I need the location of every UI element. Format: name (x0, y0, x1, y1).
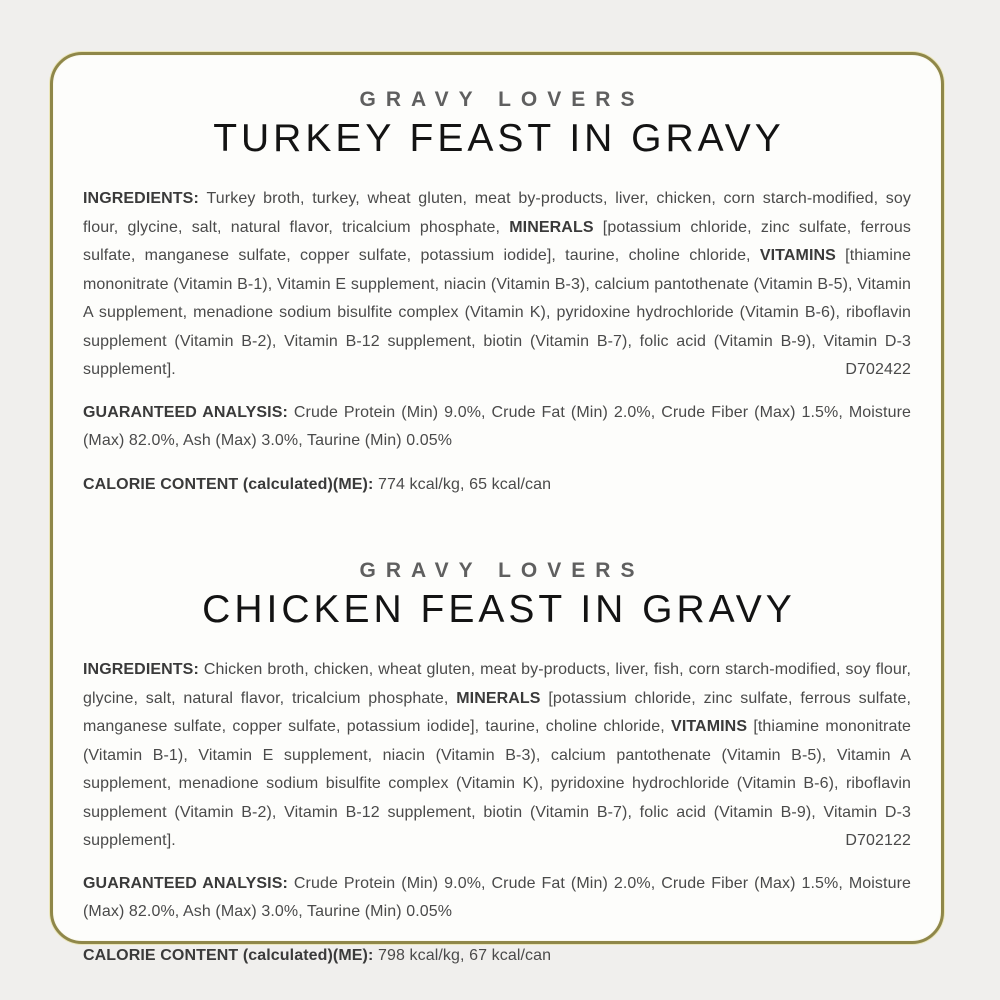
section-turkey-feast (83, 88, 911, 499)
calorie-content-paragraph (83, 471, 911, 500)
calorie-content-label: CALORIE CONTENT (calculated)(ME): (83, 475, 374, 493)
guaranteed-analysis-label: GUARANTEED ANALYSIS: (83, 403, 288, 421)
guaranteed-analysis-paragraph (83, 399, 911, 456)
brand-line: GRAVY LOVERS (359, 559, 645, 582)
ingredients-text (83, 661, 911, 849)
label-panel-gold-border (50, 52, 944, 964)
ingredient-run: Turkey broth, turkey, wheat gluten, meat by-products, liver, chicken, corn starch-modified, soy flour, glycine, salt, natural flavor, tricalcium phosphate, (83, 190, 911, 236)
ingredient-bold-term: INGREDIENTS: (83, 190, 207, 207)
calorie-content-values: 798 kcal/kg, 67 kcal/can (373, 946, 552, 964)
ingredients-text (83, 190, 911, 378)
ingredient-run: Chicken broth, chicken, wheat gluten, meat by-products, liver, fish, corn starch-modified, soy flour, glycine, salt, natural flavor, tricalcium phosphate, (83, 661, 911, 707)
ingredients-paragraph (83, 656, 911, 856)
guaranteed-analysis-values: Crude Protein (Min) 9.0%, Crude Fat (Min) 2.0%, Crude Fiber (Max) 1.5%, Moisture (Max) 82.0%, Ash (Max) 3.0%, Taurine (Min) 0.05% (83, 874, 912, 920)
ingredient-run: [thiamine mononitrate (Vitamin B-1), Vitamin E supplement, niacin (Vitamin B-3), calcium pantothenate (Vitamin B-5), Vitamin A supplement, menadione sodium bisulfite complex (Vitamin K), pyridoxine hydrochloride (Vitamin B-6), riboflavin supplement (Vitamin B-2), Vitamin B-12 supplement, biotin (Vitamin B-7), folic acid (Vitamin B-9), Vitamin D-3 supplement]. (83, 247, 911, 378)
product-title-chicken: CHICKEN FEAST IN GRAVY (202, 588, 796, 631)
guaranteed-analysis-paragraph (83, 870, 911, 927)
brand-line: GRAVY LOVERS (359, 88, 645, 111)
ingredient-bold-term: VITAMINS (759, 247, 836, 264)
formula-code: D702422 (845, 361, 911, 378)
calorie-content-values: 774 kcal/kg, 65 kcal/can (373, 475, 552, 493)
ingredient-bold-term: VITAMINS (671, 718, 748, 735)
ingredient-bold-term: MINERALS (456, 689, 541, 707)
calorie-content-paragraph (83, 942, 911, 971)
ingredient-run: [potassium chloride, zinc sulfate, ferrous sulfate, manganese sulfate, copper sulfate, potassium iodide], taurine, choline chloride, (83, 689, 912, 735)
section-chicken-feast (83, 559, 911, 970)
guaranteed-analysis-values: Crude Protein (Min) 9.0%, Crude Fat (Min) 2.0%, Crude Fiber (Max) 1.5%, Moisture (Max) 82.0%, Ash (Max) 3.0%, Taurine (Min) 0.05% (83, 403, 912, 449)
formula-code: D702122 (845, 832, 911, 849)
calorie-content-label: CALORIE CONTENT (calculated)(ME): (83, 946, 374, 964)
ingredient-bold-term: MINERALS (509, 218, 594, 236)
guaranteed-analysis-label: GUARANTEED ANALYSIS: (83, 874, 288, 892)
ingredient-run: [thiamine mononitrate (Vitamin B-1), Vitamin E supplement, niacin (Vitamin B-3), calcium pantothenate (Vitamin B-5), Vitamin A supplement, menadione sodium bisulfite complex (Vitamin K), pyridoxine hydrochloride (Vitamin B-6), riboflavin supplement (Vitamin B-2), Vitamin B-12 supplement, biotin (Vitamin B-7), folic acid (Vitamin B-9), Vitamin D-3 supplement]. (83, 718, 911, 849)
ingredients-paragraph (83, 185, 911, 385)
ingredient-run: [potassium chloride, zinc sulfate, ferrous sulfate, manganese sulfate, copper sulfate, potassium iodide], taurine, choline chloride, (83, 218, 911, 264)
product-title-turkey: TURKEY FEAST IN GRAVY (213, 117, 785, 160)
ingredient-bold-term: INGREDIENTS: (83, 661, 204, 678)
